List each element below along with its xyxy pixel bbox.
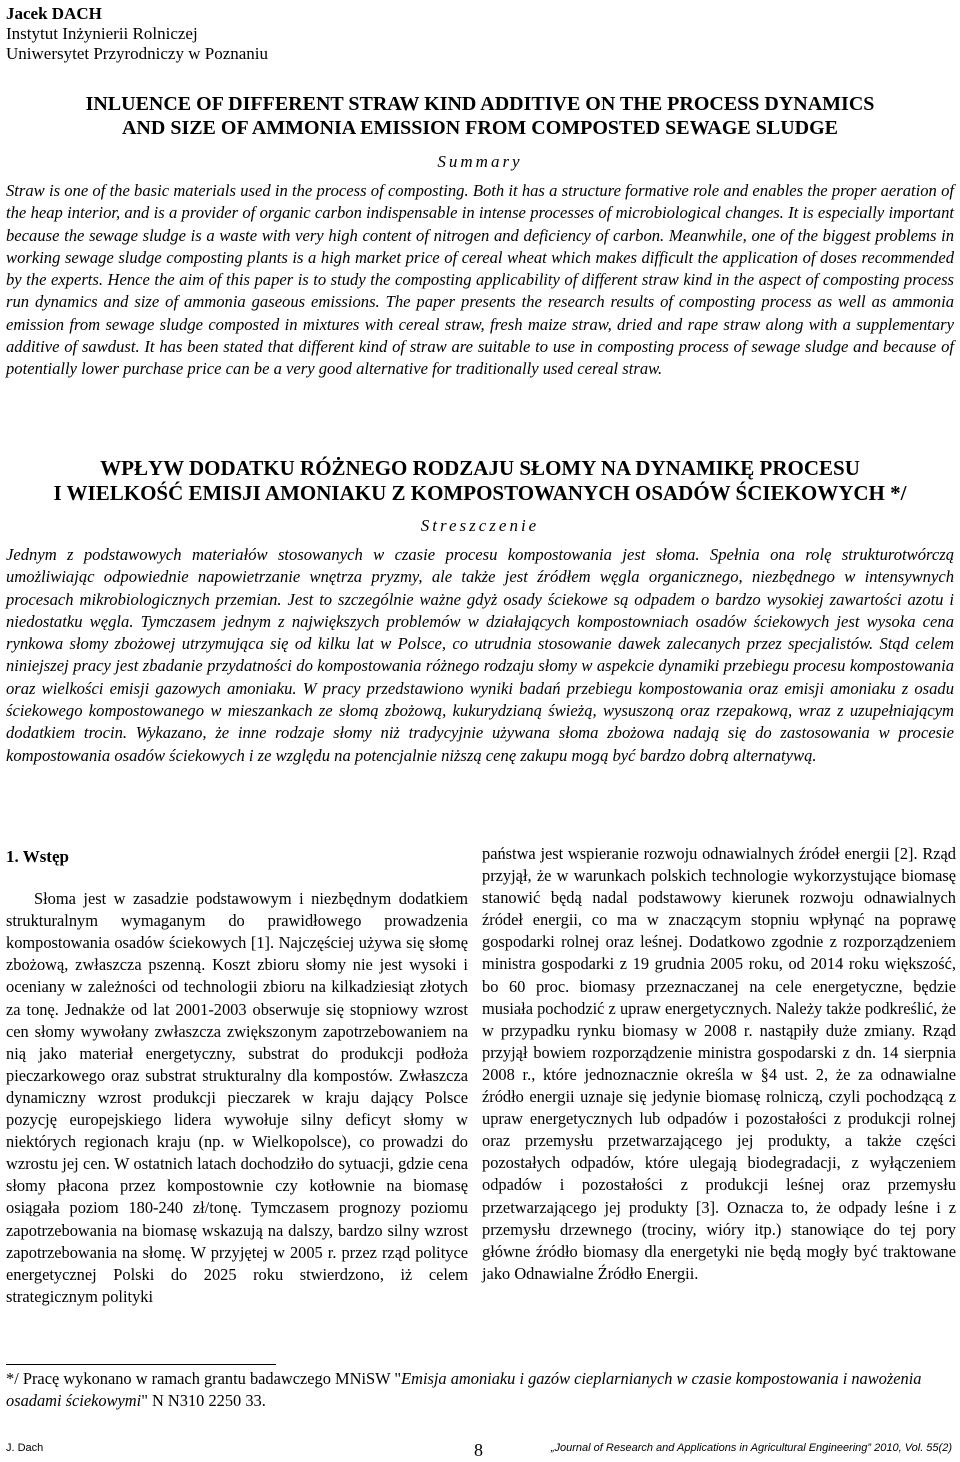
footer-journal: „Journal of Research and Applications in Agricultural Engineering” 2010, Vol. 55(2) <box>550 1442 952 1454</box>
footer-author: J. Dach <box>6 1442 44 1454</box>
english-title <box>0 92 960 140</box>
footnote-suffix: " N N310 2250 33. <box>141 1391 266 1410</box>
streszczenie-text: Jednym z podstawowych materiałów stosowanych w czasie procesu kompostowania jest słoma. Spełnia ona rolę strukturotwórczą umożliwiając odpowiednie napowietrzanie wnętrza pryzmy, ale także jest źródłem węgla organicznego, niezbędnego w intensywnych procesach mikrobiologicznych przemian. Jest to szczególnie ważne gdyż osady ściekowe są odpadem o bardzo wysokiej zawartości azotu i niedostatku węgla. Tymczasem jednym z największych problemów w działających kompostowniach osadów ściekowych jest wysoka cena rynkowa słomy zbożowej utrzymująca się od kilku lat w Polsce, co utrudnia stosowanie dawek zalecanych przez specjalistów. Stąd celem niniejszej pracy jest zbadanie przydatności do kompostowania różnego rodzaju słomy w aspekcie dynamiki przebiegu procesu kompostowania oraz wielkości emisji gazowych amoniaku. W pracy przedstawiono wyniki badań przebiegu kompostowania oraz emisji amoniaku z osadu ściekowego kompostowanego w mieszankach ze słomą zbożową, kukurydzianą świeżą, wysuszoną oraz rzepakową, wraz z uzupełniającym dodatkiem trocin. Wykazano, że inne rodzaje słomy niż tradycyjnie używana słoma zbożowa nadają się do zastosowania w procesie kompostowania osadów ściekowych i ze względu na potencjalnie niższą cenę zakupu mogą być bardzo dobrą alternatywą. <box>6 545 954 765</box>
left-column-text: Słoma jest w zasadzie podstawowym i niezbędnym dodatkiem strukturalnym wymaganym do prawidłowego prowadzenia kompostowania osadów ściekowych [1]. Najczęściej używa się słomę zbożową, zwłaszcza pszenną. Koszt zbioru słomy nie jest wysoki i oceniany w zależności od technologii zbioru na kilkadziesiąt złotych za tonę. Jednakże od lat 2001-2003 obserwuje się stopniowy wzrost cen słomy wywołany zwłaszcza zwiększonym zapotrzebowaniem na nią jako materiał energetyczny, substrat do produkcji podłoża pieczarkowego oraz substrat strukturalny dla kompostów. Zwłaszcza dynamiczny wzrost produkcji pieczarek w kraju dający Polsce pozycję europejskiego lidera wywołuje silny deficyt słomy w niektórych regionach kraju (np. w Wielkopolsce), co prowadzi do wzrostu jej cen. W ostatnich latach dochodziło do sytuacji, gdzie cena słomy płacona przez kompostownie czy kotłownie na biomasę osiągała poziom 180-240 zł/tonę. Tymczasem prognozy poziomu zapotrzebowania na biomasę wskazują na dalszy, bardzo silny wzrost zapotrzebowania na słomę. W przyjętej w 2005 r. przez rząd polityce energetycznej Polski do 2025 roku stwierdzono, iż celem strategicznym polityki <box>6 889 468 1306</box>
english-title-line2: AND SIZE OF AMMONIA EMISSION FROM COMPOSTED SEWAGE SLUDGE <box>121 117 838 139</box>
right-column-text: państwa jest wspieranie rozwoju odnawialnych źródeł energii [2]. Rząd przyjął, że w warunkach polskich technologie wykorzystujące biomasę stanowić będą nadal podstawowy kierunek rozwoju odnawialnych źródeł energii, co ma w znaczącym stopniu wpłynąć na poprawę gospodarki rolnej oraz leśnej. Dodatkowo zgodnie z rozporządzeniem ministra gospodarki z 19 grudnia 2005 roku, od 2014 roku większość, bo 60 proc. biomasy przeznaczanej na cele energetyczne, będzie musiała pochodzić z upraw energetycznych. Należy także podkreślić, że w przypadku rynku biomasy w 2008 r. nastąpiły duże zmiany. Rząd przyjął bowiem rozporządzenie ministra gospodarski z dn. 14 sierpnia 2008 r., które jednoznacznie określa w §4 ust. 2, że za odnawialne źródło energii uznaje się jedynie biomasę rolniczą, czyli pochodzącą z upraw energetycznych lub odpadów i pozostałości z produkcji rolnej oraz przemysłu przetwarzającego jej produkty, a także części pozostałych odpadów, które ulegają biodegradacji, z wyłączeniem odpadów i pozostałości z produkcji leśnej oraz przemysłu przetwarzającego jej produkty [3]. Oznacza to, że odpady leśne i z przemysłu drzewnego (trociny, wióry itp.) stanowiące do tej pory główne źródło biomasy dla energetyki nie będą mogły być traktowane jako Odnawialne Źródło Energii. <box>482 844 956 1283</box>
university-name: Uniwersytet Przyrodniczy w Poznaniu <box>6 44 269 63</box>
streszczenie-heading: Streszczenie <box>420 516 540 535</box>
footnote-grant-title: Emisja amoniaku i gazów cieplarnianych w czasie kompostowania i nawożenia osadami ściekowymi <box>6 1369 922 1410</box>
polish-title <box>0 456 960 506</box>
summary-text: Straw is one of the basic materials used in the process of composting. Both it has a structure formative role and enables the proper aeration of the heap interior, and is a provider of organic carbon indispensable in intense processes of microbiological changes. It is especially important because the sewage sludge is a waste with very high content of nitrogen and deficiency of carbon. Meanwhile, one of the biggest problems in working sewage sludge composting plants is a high market price of cereal wheat which makes difficult the application of doses recommended by the experts. Hence the aim of this paper is to study the composting applicability of different straw kind in the aspect of composting process run dynamics and size of ammonia gaseous emissions. The paper presents the research results of composting process as well as ammonia emission from sewage sludge composted in mixtures with cereal straw, fresh maize straw, dried and rape straw along with a supplementary additive of sawdust. It has been stated that different kind of straw are suitable to use in composting process of sewage sludge and because of potentially lower purchase price can be a very good alternative for traditionally used cereal straw. <box>6 181 954 379</box>
author-block <box>6 4 268 64</box>
left-column <box>6 846 468 1308</box>
polish-title-line2: I WIELKOŚĆ EMISJI AMONIAKU Z KOMPOSTOWANYCH OSADÓW ŚCIEKOWYCH */ <box>53 481 907 505</box>
footnote-prefix: */ Pracę wykonano w ramach grantu badawczego MNiSW " <box>6 1369 402 1388</box>
author-name: Jacek DACH <box>6 4 102 23</box>
summary-heading: Summary <box>437 152 523 171</box>
footnote <box>6 1368 956 1412</box>
footnote-divider <box>6 1364 276 1365</box>
english-title-line1: INLUENCE OF DIFFERENT STRAW KIND ADDITIVE ON THE PROCESS DYNAMICS <box>85 93 875 115</box>
polish-title-line1: WPŁYW DODATKU RÓŻNEGO RODZAJU SŁOMY NA DYNAMIKĘ PROCESU <box>100 456 860 480</box>
page-number: 8 <box>474 1440 483 1460</box>
section-heading: 1. Wstęp <box>6 847 69 866</box>
right-column <box>482 843 956 1285</box>
institute-name: Instytut Inżynierii Rolniczej <box>6 24 198 43</box>
